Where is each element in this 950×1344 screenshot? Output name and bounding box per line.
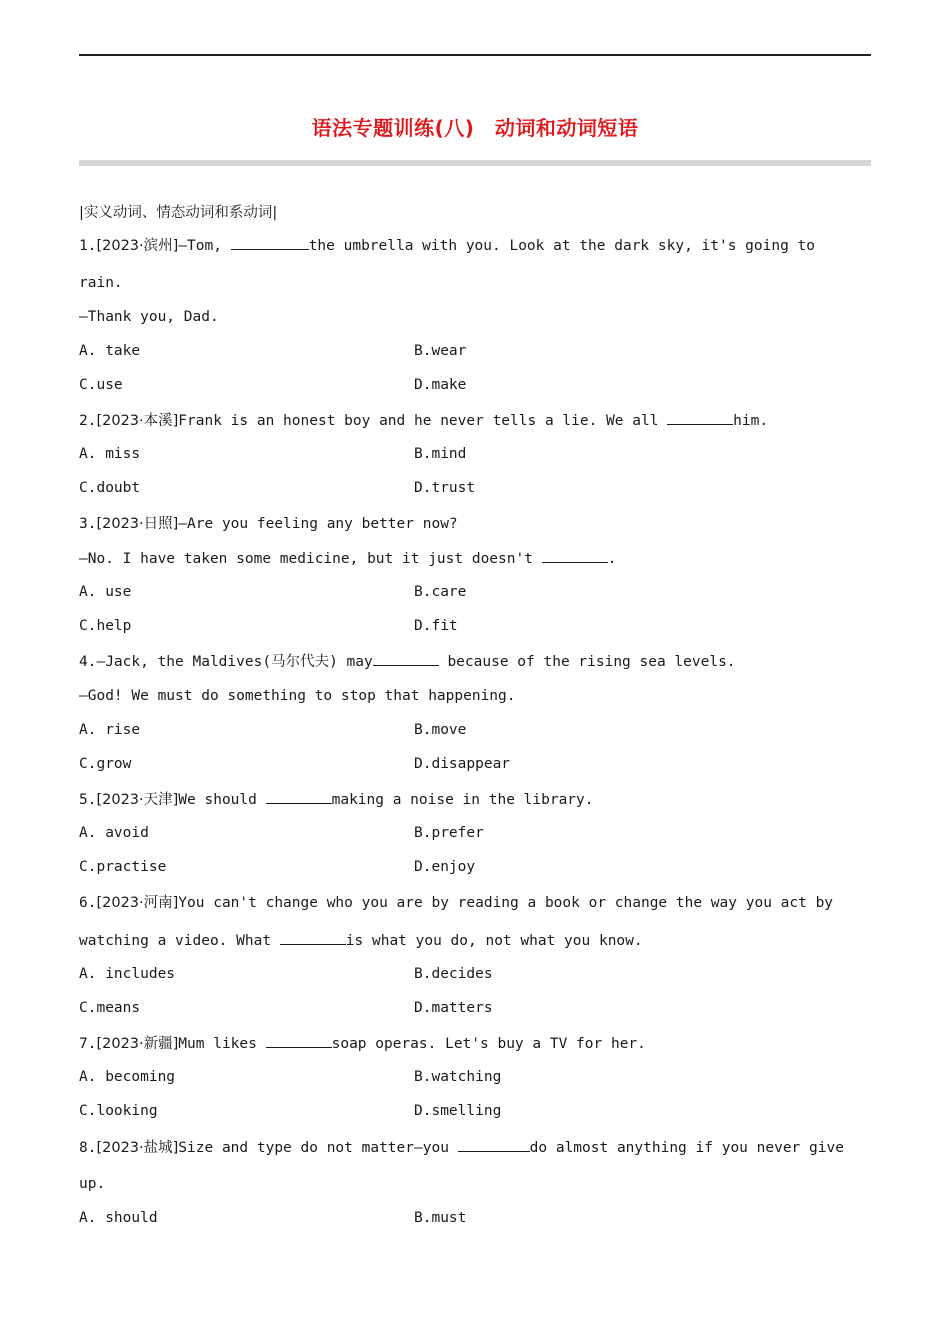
option-c[interactable]: C.practise xyxy=(79,859,167,875)
answer-blank[interactable] xyxy=(280,931,346,945)
section-label: |实义动词、情态动词和系动词| xyxy=(79,205,278,221)
option-a[interactable]: A. includes xyxy=(79,966,176,982)
question-6-continuation: watching a video. What is what you do, not what you know. xyxy=(79,933,643,949)
question-4-reply: —God! We must do something to stop that happening. xyxy=(79,688,516,704)
option-d[interactable]: D.disappear xyxy=(414,756,511,772)
title-divider xyxy=(79,160,871,166)
question-8: 8.[2023·盐城]Size and type do not matter—you do almost anything if you never give xyxy=(79,1140,844,1156)
option-d[interactable]: D.trust xyxy=(414,480,476,496)
question-8-continuation: up. xyxy=(79,1176,106,1192)
option-b[interactable]: B.move xyxy=(414,722,467,738)
answer-blank[interactable] xyxy=(667,411,733,425)
option-c[interactable]: C.means xyxy=(79,1000,141,1016)
question-4: 4.—Jack, the Maldives(马尔代夫) may because of the rising sea levels. xyxy=(79,654,736,670)
option-d[interactable]: D.enjoy xyxy=(414,859,476,875)
option-b[interactable]: B.mind xyxy=(414,446,467,462)
question-1-reply: —Thank you, Dad. xyxy=(79,309,219,325)
option-a[interactable]: A. should xyxy=(79,1210,158,1226)
option-b[interactable]: B.care xyxy=(414,584,467,600)
option-b[interactable]: B.prefer xyxy=(414,825,484,841)
option-b[interactable]: B.wear xyxy=(414,343,467,359)
option-b[interactable]: B.must xyxy=(414,1210,467,1226)
option-d[interactable]: D.fit xyxy=(414,618,458,634)
question-3: 3.[2023·日照]—Are you feeling any better now? xyxy=(79,516,458,532)
option-a[interactable]: A. avoid xyxy=(79,825,149,841)
option-b[interactable]: B.decides xyxy=(414,966,493,982)
option-a[interactable]: A. rise xyxy=(79,722,141,738)
page-title: 语法专题训练(八) 动词和动词短语 xyxy=(311,116,639,140)
option-d[interactable]: D.make xyxy=(414,377,467,393)
option-c[interactable]: C.grow xyxy=(79,756,132,772)
answer-blank[interactable] xyxy=(458,1138,530,1152)
question-6: 6.[2023·河南]You can't change who you are by reading a book or change the way you act by xyxy=(79,895,834,911)
option-a[interactable]: A. miss xyxy=(79,446,141,462)
answer-blank[interactable] xyxy=(266,790,332,804)
answer-blank[interactable] xyxy=(373,652,439,666)
question-3-reply: —No. I have taken some medicine, but it just doesn't . xyxy=(79,551,617,567)
question-2: 2.[2023·本溪]Frank is an honest boy and he never tells a lie. We all him. xyxy=(79,413,769,429)
option-a[interactable]: A. use xyxy=(79,584,132,600)
option-b[interactable]: B.watching xyxy=(414,1069,502,1085)
option-a[interactable]: A. take xyxy=(79,343,141,359)
question-5: 5.[2023·天津]We should making a noise in the library. xyxy=(79,792,594,808)
answer-blank[interactable] xyxy=(266,1034,332,1048)
option-c[interactable]: C.use xyxy=(79,377,123,393)
option-a[interactable]: A. becoming xyxy=(79,1069,176,1085)
answer-blank[interactable] xyxy=(231,236,309,250)
question-source: [2023·滨州] xyxy=(96,238,179,254)
question-1-continuation: rain. xyxy=(79,275,123,291)
question-7: 7.[2023·新疆]Mum likes soap operas. Let's buy a TV for her. xyxy=(79,1036,646,1052)
option-c[interactable]: C.looking xyxy=(79,1103,158,1119)
answer-blank[interactable] xyxy=(542,549,608,563)
option-c[interactable]: C.doubt xyxy=(79,480,141,496)
option-c[interactable]: C.help xyxy=(79,618,132,634)
question-number: 1. xyxy=(79,238,97,254)
question-1: 1.[2023·滨州]—Tom, the umbrella with you. Look at the dark sky, it's going to xyxy=(79,238,816,254)
option-d[interactable]: D.matters xyxy=(414,1000,493,1016)
option-d[interactable]: D.smelling xyxy=(414,1103,502,1119)
header-rule xyxy=(79,54,871,56)
